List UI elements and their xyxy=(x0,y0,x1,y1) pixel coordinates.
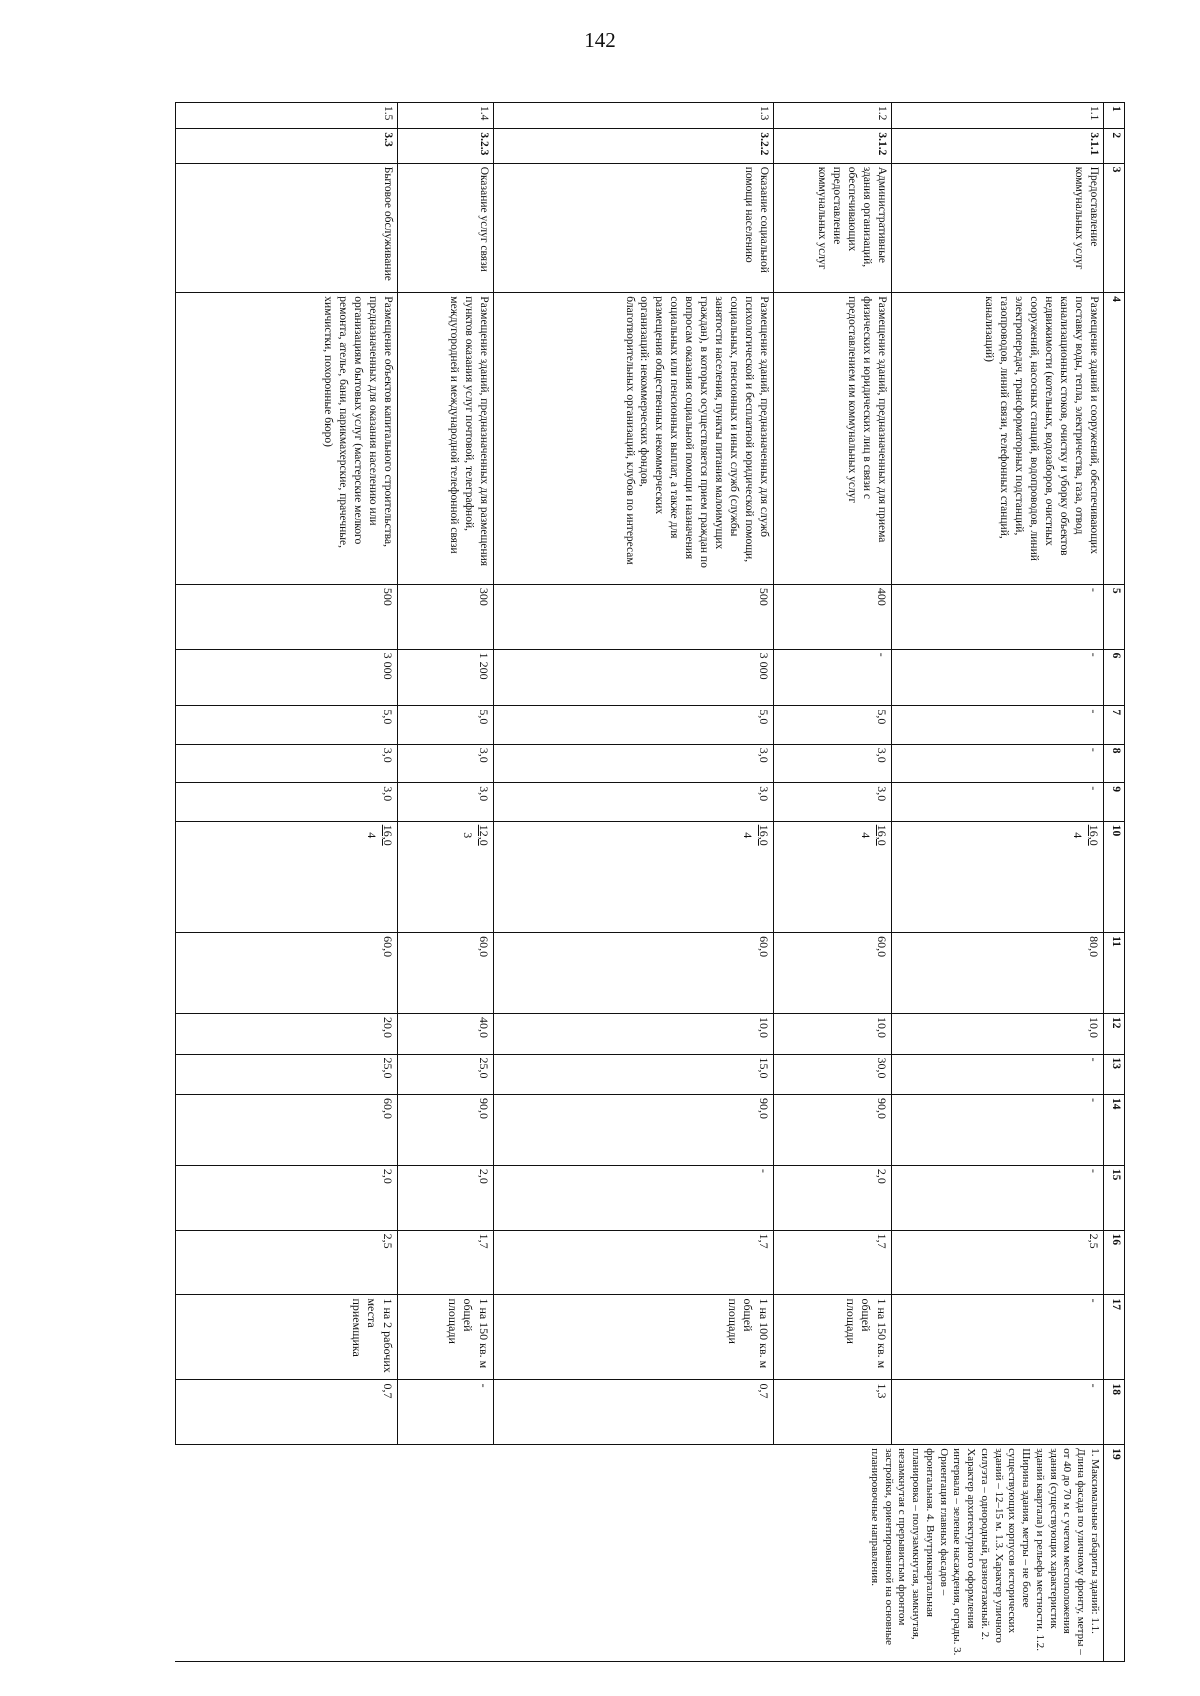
cell-15: - xyxy=(494,1165,774,1230)
cell-7: 5,0 xyxy=(398,706,494,744)
cell-18: 1,3 xyxy=(774,1380,892,1445)
cell-11: 60,0 xyxy=(774,933,892,1014)
cell-5: - xyxy=(892,584,1104,649)
type-code: 3.2.2 xyxy=(494,129,774,163)
fraction-top: 12,0 xyxy=(477,824,491,846)
cell-14: 60,0 xyxy=(176,1095,398,1166)
table-row xyxy=(398,103,494,1662)
cell-17: 1 на 100 кв. м общей площади xyxy=(494,1295,774,1380)
cell-14: 90,0 xyxy=(774,1095,892,1166)
page-number: 142 xyxy=(584,28,616,52)
cell-10 xyxy=(774,821,892,932)
cell-10 xyxy=(892,821,1104,932)
type-code: 3.3 xyxy=(176,129,398,163)
cell-14: - xyxy=(892,1095,1104,1166)
type-code: 3.2.3 xyxy=(398,129,494,163)
architectural-requirements: 1. Максимальные габариты зданий: 1.1. Длина фасада по уличному фронту, метры – от 40 до 70 м с учетом местоположения здания (существующих характеристик зданий квартала) и рельефа местности. 1.2. Ширина здания, метры – не более существующих корпусов исторических зданий – 12–15 м. 1.3. Характер уличного силуэта – однородный, разноэтажный. 2. Характер архитектурного оформления интервала – зеленые насаждения, ограды. 3. Ориентация главных фасадов – фронтальная. 4. Внутриквартальная планировка – полузамкнутая, замкнутая, незамкнутая с прерывистым фронтом застройки, ориентированной на основные планировочные направления. xyxy=(176,1445,1104,1662)
cell-10 xyxy=(494,821,774,932)
cell-11: 60,0 xyxy=(176,933,398,1014)
cell-7: - xyxy=(892,706,1104,744)
col-header-1: 1 xyxy=(1104,103,1125,129)
fraction-bottom: 3 xyxy=(461,832,476,839)
cell-17: 1 на 150 кв. м общей площади xyxy=(398,1295,494,1380)
cell-16: 1,7 xyxy=(494,1230,774,1295)
row-number: 1.2 xyxy=(774,103,892,129)
type-description: Размещение зданий, предназначенных для размещения пунктов оказания услуг почтовой, телеграфной, междугородней и международной телефонной связи xyxy=(398,293,494,585)
type-description: Размещение зданий, предназначенных для служб психологической и бесплатной юридической помощи, социальных, пенсионных и иных служб (службы занятости населения, пункты питания малоимущих граждан), в которых осуществляется прием граждан по вопросам оказания социальной помощи и назначения социальных или пенсионных выплат, а также для размещения общественных некоммерческих организаций: некоммерческих фондов, благотворительных организаций, клубов по интересам xyxy=(494,293,774,585)
col-header-8: 8 xyxy=(1104,744,1125,782)
cell-8: 3,0 xyxy=(176,744,398,782)
cell-16: 1,7 xyxy=(398,1230,494,1295)
cell-8: - xyxy=(892,744,1104,782)
cell-11: 80,0 xyxy=(892,933,1104,1014)
cell-7: 5,0 xyxy=(176,706,398,744)
row-number: 1.1 xyxy=(892,103,1104,129)
fraction xyxy=(740,825,771,846)
cell-16: 1,7 xyxy=(774,1230,892,1295)
col-header-7: 7 xyxy=(1104,706,1125,744)
col-header-4: 4 xyxy=(1104,293,1125,585)
row-number: 1.4 xyxy=(398,103,494,129)
col-header-9: 9 xyxy=(1104,783,1125,821)
cell-8: 3,0 xyxy=(774,744,892,782)
type-code: 3.1.1 xyxy=(892,129,1104,163)
cell-12: 10,0 xyxy=(774,1014,892,1054)
fraction xyxy=(1070,825,1101,846)
cell-7: 5,0 xyxy=(494,706,774,744)
fraction-bottom: 4 xyxy=(859,832,874,839)
header-row xyxy=(1104,103,1125,1662)
cell-13: 15,0 xyxy=(494,1054,774,1094)
fraction xyxy=(460,825,491,846)
cell-8: 3,0 xyxy=(398,744,494,782)
fraction xyxy=(364,825,395,846)
cell-12: 10,0 xyxy=(892,1014,1104,1054)
col-header-11: 11 xyxy=(1104,933,1125,1014)
cell-9: 3,0 xyxy=(176,783,398,821)
cell-15: - xyxy=(892,1165,1104,1230)
type-description: Размещение зданий, предназначенных для приема физических и юридических лиц в связи с предоставлением им коммунальных услуг xyxy=(774,293,892,585)
cell-12: 20,0 xyxy=(176,1014,398,1054)
cell-13: - xyxy=(892,1054,1104,1094)
cell-17: 1 на 150 кв. м общей площади xyxy=(774,1295,892,1380)
cell-8: 3,0 xyxy=(494,744,774,782)
col-header-16: 16 xyxy=(1104,1230,1125,1295)
cell-10 xyxy=(176,821,398,932)
cell-10 xyxy=(398,821,494,932)
cell-12: 40,0 xyxy=(398,1014,494,1054)
cell-12: 10,0 xyxy=(494,1014,774,1054)
table-row xyxy=(494,103,774,1662)
cell-9: 3,0 xyxy=(774,783,892,821)
cell-5: 500 xyxy=(176,584,398,649)
fraction-top: 16,0 xyxy=(381,824,395,846)
cell-18: - xyxy=(398,1380,494,1445)
cell-18: 0,7 xyxy=(176,1380,398,1445)
row-number: 1.3 xyxy=(494,103,774,129)
fraction xyxy=(858,825,889,846)
fraction-bottom: 4 xyxy=(1071,832,1086,839)
table-row xyxy=(892,103,1104,1662)
rotated-table-container xyxy=(175,102,1125,1662)
cell-6: 3 000 xyxy=(176,649,398,706)
cell-18: - xyxy=(892,1380,1104,1445)
cell-5: 500 xyxy=(494,584,774,649)
cell-17: - xyxy=(892,1295,1104,1380)
col-header-14: 14 xyxy=(1104,1095,1125,1166)
cell-6: 1 200 xyxy=(398,649,494,706)
cell-6: - xyxy=(774,649,892,706)
type-name: Оказание услуг связи xyxy=(398,163,494,293)
col-header-6: 6 xyxy=(1104,649,1125,706)
row-number: 1.5 xyxy=(176,103,398,129)
type-code: 3.1.2 xyxy=(774,129,892,163)
fraction-top: 16,0 xyxy=(757,824,771,846)
cell-9: 3,0 xyxy=(494,783,774,821)
cell-5: 400 xyxy=(774,584,892,649)
cell-14: 90,0 xyxy=(398,1095,494,1166)
col-header-3: 3 xyxy=(1104,163,1125,293)
cell-9: 3,0 xyxy=(398,783,494,821)
cell-15: 2,0 xyxy=(398,1165,494,1230)
col-header-10: 10 xyxy=(1104,821,1125,932)
cell-15: 2,0 xyxy=(774,1165,892,1230)
col-header-18: 18 xyxy=(1104,1380,1125,1445)
cell-6: 3 000 xyxy=(494,649,774,706)
fraction-top: 16,0 xyxy=(1087,824,1101,846)
cell-18: 0,7 xyxy=(494,1380,774,1445)
cell-16: 2,5 xyxy=(176,1230,398,1295)
cell-15: 2,0 xyxy=(176,1165,398,1230)
cell-9: - xyxy=(892,783,1104,821)
cell-17: 1 на 2 рабочих места приемщика xyxy=(176,1295,398,1380)
col-header-5: 5 xyxy=(1104,584,1125,649)
cell-11: 60,0 xyxy=(494,933,774,1014)
cell-5: 300 xyxy=(398,584,494,649)
col-header-2: 2 xyxy=(1104,129,1125,163)
type-description: Размещение объектов капитального строительства, предназначенных для оказания населению или организациям бытовых услуг (мастерские мелкого ремонта, ателье, бани, парикмахерские, прачечные, химчистки, похоронные бюро) xyxy=(176,293,398,585)
type-name: Административные здания организаций, обеспечивающих предоставление коммунальных услуг xyxy=(774,163,892,293)
cell-7: 5,0 xyxy=(774,706,892,744)
type-name: Бытовое обслуживание xyxy=(176,163,398,293)
regulations-table xyxy=(175,102,1125,1662)
col-header-12: 12 xyxy=(1104,1014,1125,1054)
cell-13: 25,0 xyxy=(176,1054,398,1094)
type-description: Размещение зданий и сооружений, обеспечивающих поставку воды, тепла, электричества, газа, отвод канализационных стоков, очистку и уборку объектов недвижимости (котельных, водозаборов, очистных сооружений, насосных станций, водопроводов, линий электропередач, трансформаторных подстанций, газопроводов, линий связи, телефонных станций, канализаций) xyxy=(892,293,1104,585)
col-header-17: 17 xyxy=(1104,1295,1125,1380)
table-row xyxy=(176,103,398,1662)
type-name: Предоставление коммунальных услуг xyxy=(892,163,1104,293)
cell-6: - xyxy=(892,649,1104,706)
col-header-13: 13 xyxy=(1104,1054,1125,1094)
fraction-top: 16,0 xyxy=(875,824,889,846)
table-row xyxy=(774,103,892,1662)
col-header-15: 15 xyxy=(1104,1165,1125,1230)
cell-16: 2,5 xyxy=(892,1230,1104,1295)
fraction-bottom: 4 xyxy=(741,832,756,839)
cell-13: 30,0 xyxy=(774,1054,892,1094)
col-header-19: 19 xyxy=(1104,1445,1125,1662)
fraction-bottom: 4 xyxy=(365,832,380,839)
cell-14: 90,0 xyxy=(494,1095,774,1166)
cell-13: 25,0 xyxy=(398,1054,494,1094)
cell-11: 60,0 xyxy=(398,933,494,1014)
type-name: Оказание социальной помощи населению xyxy=(494,163,774,293)
